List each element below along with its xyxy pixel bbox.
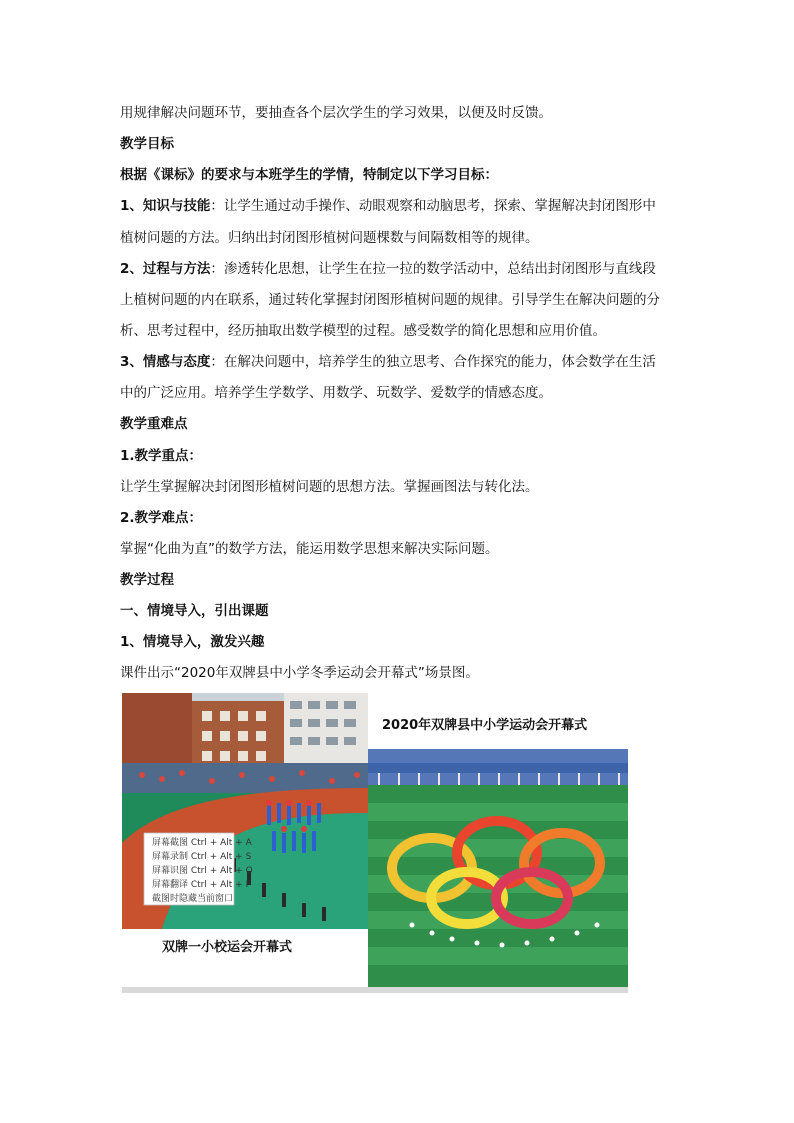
context-menu-item: 截图时隐藏当前窗口 [152,894,234,904]
section-heading: 教学重难点 [120,416,188,432]
paragraph-line [120,259,656,279]
sub-heading: 一、情境导入，引出课题 [120,603,269,619]
context-menu-item: 屏幕截图 Ctrl + Alt + A [152,838,252,848]
paragraph-line: 根据《课标》的要求与本班学生的学情，特制定以下学习目标： [120,167,498,183]
paragraph-line: 用规律解决问题环节，要抽查各个层次学生的学习效果，以便及时反馈。 [120,105,552,121]
section-heading: 教学过程 [120,572,174,588]
paragraph-text: ：在解决问题中，培养学生的独立思考、合作探究的能力，体会数学在生活 [210,354,656,370]
paragraph-line: 中的广泛应用。培养学生学数学、用数学、玩数学、爱数学的情感态度。 [120,385,552,401]
paragraph-line: 课件出示“2020年双牌县中小学冬季运动会开幕式”场景图。 [120,665,479,681]
label: 3、情感与态度 [120,354,211,370]
paragraph-text: ：让学生通过动手操作、动眼观察和动脑思考，探索、掌握解决封闭图形中 [210,198,656,214]
paragraph-line: 掌握“化曲为直”的数学方法，能运用数学思想来解决实际问题。 [120,541,499,557]
sub-heading: 1.教学重点： [120,448,203,464]
figure-illustration [122,693,628,993]
paragraph-line [120,196,656,216]
paragraph-line: 植树问题的方法。归纳出封闭图形植树问题棵数与间隔数相等的规律。 [120,230,539,246]
context-menu-item: 屏幕识图 Ctrl + Alt + O [152,866,253,876]
paragraph-line: 上植树问题的内在联系，通过转化掌握封闭图形植树问题的规律。引导学生在解决问题的分 [120,292,660,308]
section-heading: 教学目标 [120,136,174,152]
label: 2、过程与方法 [120,261,211,277]
right-photo-caption: 2020年双牌县中小学运动会开幕式 [382,718,588,733]
paragraph-text: ：渗透转化思想，让学生在拉一拉的数学活动中，总结出封闭图形与直线段 [210,261,656,277]
sub-heading: 2.教学难点： [120,510,203,526]
left-photo-caption: 双牌一小校运会开幕式 [162,940,293,955]
sports-meet-figure [122,693,628,993]
paragraph-line: 让学生掌握解决封闭图形植树问题的思想方法。掌握画图法与转化法。 [120,479,539,495]
paragraph-line: 析、思考过程中，经历抽取出数学模型的过程。感受数学的简化思想和应用价值。 [120,323,606,339]
label: 1、知识与技能 [120,198,211,214]
context-menu-item: 屏幕翻译 Ctrl + Alt + F [152,880,251,890]
paragraph-line [120,352,656,372]
context-menu-item: 屏幕录制 Ctrl + Alt + S [152,852,252,862]
sub-heading: 1、情境导入，激发兴趣 [120,634,265,650]
